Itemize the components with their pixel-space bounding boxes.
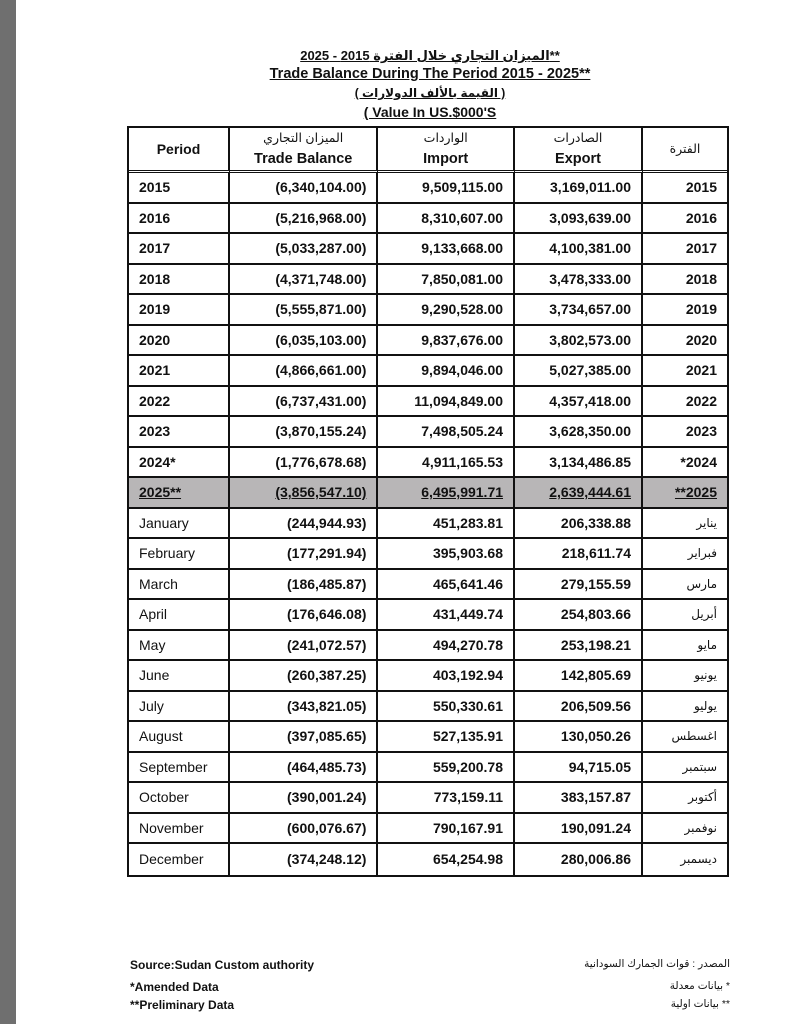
header-export-en: Export [555, 151, 601, 167]
arabic-unit: ( القيمة بالألف الدولارات ) [354, 86, 506, 100]
cell-trade-balance: (1,776,678.68) [230, 448, 378, 479]
cell-period: 2020 [129, 326, 230, 357]
preliminary-ar: ** بيانات اولية [670, 998, 730, 1010]
cell-trade-balance: (390,001.24) [230, 783, 378, 814]
cell-period: June [129, 661, 230, 692]
header-import [378, 128, 515, 173]
cell-period-ar: **2025 [643, 478, 727, 509]
cell-period: 2021 [129, 356, 230, 387]
cell-period-ar: 2021 [643, 356, 727, 387]
table-row-total-2025 [129, 478, 727, 509]
english-title: Trade Balance During The Period 2015 - 2025** [269, 66, 591, 82]
cell-export: 254,803.66 [515, 600, 643, 631]
cell-import: 7,498,505.24 [378, 417, 515, 448]
cell-trade-balance: (241,072.57) [230, 631, 378, 662]
header-period-ar-label: الفترة [669, 142, 701, 156]
cell-period: 2023 [129, 417, 230, 448]
cell-import: 9,133,668.00 [378, 234, 515, 265]
cell-import: 550,330.61 [378, 692, 515, 723]
cell-period: 2022 [129, 387, 230, 418]
cell-export: 206,338.88 [515, 509, 643, 540]
cell-import: 4,911,165.53 [378, 448, 515, 479]
cell-export: 142,805.69 [515, 661, 643, 692]
preliminary-en: **Preliminary Data [130, 998, 235, 1012]
source-ar: المصدر : قوات الجمارك السودانية [584, 958, 730, 970]
cell-export: 383,157.87 [515, 783, 643, 814]
cell-period-ar: نوفمبر [643, 814, 727, 845]
cell-trade-balance: (4,866,661.00) [230, 356, 378, 387]
cell-export: 3,134,486.85 [515, 448, 643, 479]
cell-import: 773,159.11 [378, 783, 515, 814]
cell-period-ar: يوليو [643, 692, 727, 723]
cell-period-ar: أكتوبر [643, 783, 727, 814]
cell-trade-balance: (176,646.08) [230, 600, 378, 631]
cell-period-ar: يناير [643, 509, 727, 540]
cell-period: 2025** [129, 478, 230, 509]
table-row-month [129, 722, 727, 753]
cell-import: 494,270.78 [378, 631, 515, 662]
cell-import: 7,850,081.00 [378, 265, 515, 296]
cell-export: 190,091.24 [515, 814, 643, 845]
header-export-ar: الصادرات [553, 131, 603, 145]
cell-period: 2016 [129, 204, 230, 235]
header-trade-balance [230, 128, 378, 173]
header-export [515, 128, 643, 173]
table-row-month [129, 509, 727, 540]
cell-export: 218,611.74 [515, 539, 643, 570]
english-unit: ( Value In US.$000'S [363, 104, 497, 120]
cell-trade-balance: (4,371,748.00) [230, 265, 378, 296]
header-trade-balance-ar: الميزان التجاري [263, 131, 344, 145]
cell-import: 6,495,991.71 [378, 478, 515, 509]
cell-period-ar: 2022 [643, 387, 727, 418]
cell-export: 94,715.05 [515, 753, 643, 784]
cell-export: 4,357,418.00 [515, 387, 643, 418]
table-header-row [129, 128, 727, 173]
table-row-month [129, 783, 727, 814]
header-trade-balance-en: Trade Balance [254, 151, 353, 167]
cell-import: 9,509,115.00 [378, 173, 515, 204]
cell-period: 2017 [129, 234, 230, 265]
cell-trade-balance: (5,216,968.00) [230, 204, 378, 235]
cell-import: 465,641.46 [378, 570, 515, 601]
table-row-month [129, 570, 727, 601]
table-row-year [129, 265, 727, 296]
cell-import: 790,167.91 [378, 814, 515, 845]
table-row-month [129, 814, 727, 845]
header-period: Period [129, 128, 230, 173]
cell-period-ar: 2017 [643, 234, 727, 265]
table-row-year [129, 417, 727, 448]
cell-export: 3,802,573.00 [515, 326, 643, 357]
cell-import: 527,135.91 [378, 722, 515, 753]
cell-export: 279,155.59 [515, 570, 643, 601]
cell-period-ar: 2019 [643, 295, 727, 326]
cell-period: July [129, 692, 230, 723]
cell-trade-balance: (464,485.73) [230, 753, 378, 784]
cell-export: 130,050.26 [515, 722, 643, 753]
table-row-month [129, 661, 727, 692]
cell-import: 11,094,849.00 [378, 387, 515, 418]
cell-trade-balance: (260,387.25) [230, 661, 378, 692]
cell-export: 3,093,639.00 [515, 204, 643, 235]
cell-trade-balance: (397,085.65) [230, 722, 378, 753]
table-row-month [129, 600, 727, 631]
amended-en: *Amended Data [130, 980, 219, 994]
cell-export: 3,734,657.00 [515, 295, 643, 326]
table-row-month [129, 692, 727, 723]
cell-period-ar: 2018 [643, 265, 727, 296]
cell-export: 253,198.21 [515, 631, 643, 662]
cell-period: 2024* [129, 448, 230, 479]
cell-period-ar: اغسطس [643, 722, 727, 753]
header-import-en: Import [423, 151, 469, 167]
trade-balance-table [127, 126, 729, 877]
cell-period: 2015 [129, 173, 230, 204]
cell-period: November [129, 814, 230, 845]
cell-period-ar: مايو [643, 631, 727, 662]
cell-trade-balance: (5,555,871.00) [230, 295, 378, 326]
cell-import: 431,449.74 [378, 600, 515, 631]
cell-export: 206,509.56 [515, 692, 643, 723]
source-en: Source:Sudan Custom authority [130, 958, 315, 972]
cell-period-ar: سبتمبر [643, 753, 727, 784]
header-period-ar [643, 128, 727, 173]
cell-import: 9,894,046.00 [378, 356, 515, 387]
cell-period-ar: 2020 [643, 326, 727, 357]
cell-trade-balance: (3,856,547.10) [230, 478, 378, 509]
cell-export: 4,100,381.00 [515, 234, 643, 265]
cell-export: 2,639,444.61 [515, 478, 643, 509]
cell-period-ar: ديسمبر [680, 852, 717, 867]
cell-trade-balance: (177,291.94) [230, 539, 378, 570]
cell-trade-balance: (6,340,104.00) [230, 173, 378, 204]
cell-export: 3,478,333.00 [515, 265, 643, 296]
cell-trade-balance: (244,944.93) [230, 509, 378, 540]
cell-trade-balance: (6,035,103.00) [230, 326, 378, 357]
cell-trade-balance: (374,248.12) [230, 844, 378, 875]
table-row-year [129, 326, 727, 357]
cell-trade-balance: (343,821.05) [230, 692, 378, 723]
cell-import: 654,254.98 [378, 844, 515, 875]
cell-import: 395,903.68 [378, 539, 515, 570]
cell-period: 2018 [129, 265, 230, 296]
cell-period: December [129, 844, 230, 875]
table-row-year [129, 234, 727, 265]
cell-period-ar: مارس [643, 570, 727, 601]
header-import-ar: الواردات [423, 131, 468, 145]
cell-import: 9,290,528.00 [378, 295, 515, 326]
cell-trade-balance: (186,485.87) [230, 570, 378, 601]
table-row-month [129, 631, 727, 662]
table-row-month [129, 539, 727, 570]
cell-period: March [129, 570, 230, 601]
table-row-year [129, 295, 727, 326]
cell-import: 9,837,676.00 [378, 326, 515, 357]
amended-ar: * بيانات معدلة [669, 980, 730, 992]
cell-export: 280,006.86 [515, 844, 643, 875]
cell-period-ar: *2024 [643, 448, 727, 479]
arabic-title: الميزان التجاري خلال الفترة 2015 - 2025** [300, 48, 560, 63]
cell-trade-balance: (3,870,155.24) [230, 417, 378, 448]
cell-export: 3,628,350.00 [515, 417, 643, 448]
table-row-year [129, 173, 727, 204]
table-row-year [129, 387, 727, 418]
cell-period: August [129, 722, 230, 753]
document-titles [0, 46, 807, 122]
cell-period-ar: 2023 [643, 417, 727, 448]
table-row-month [129, 844, 727, 875]
cell-period-ar: 2015 [643, 173, 727, 204]
cell-period: May [129, 631, 230, 662]
cell-period-ar: يونيو [643, 661, 727, 692]
cell-trade-balance: (600,076.67) [230, 814, 378, 845]
cell-import: 403,192.94 [378, 661, 515, 692]
cell-trade-balance: (5,033,287.00) [230, 234, 378, 265]
cell-export: 3,169,011.00 [515, 173, 643, 204]
cell-trade-balance: (6,737,431.00) [230, 387, 378, 418]
table-row-year [129, 356, 727, 387]
cell-import: 451,283.81 [378, 509, 515, 540]
cell-period-ar: 2016 [643, 204, 727, 235]
cell-period: October [129, 783, 230, 814]
cell-period: April [129, 600, 230, 631]
cell-period: 2019 [129, 295, 230, 326]
left-edge-bar [0, 0, 16, 1024]
cell-import: 559,200.78 [378, 753, 515, 784]
cell-period-ar: أبريل [643, 600, 727, 631]
table-row-month [129, 753, 727, 784]
cell-period: September [129, 753, 230, 784]
table-row-year [129, 448, 727, 479]
cell-period-ar: فبراير [643, 539, 727, 570]
cell-export: 5,027,385.00 [515, 356, 643, 387]
cell-period: January [129, 509, 230, 540]
table-row-year [129, 204, 727, 235]
cell-import: 8,310,607.00 [378, 204, 515, 235]
cell-period: February [129, 539, 230, 570]
